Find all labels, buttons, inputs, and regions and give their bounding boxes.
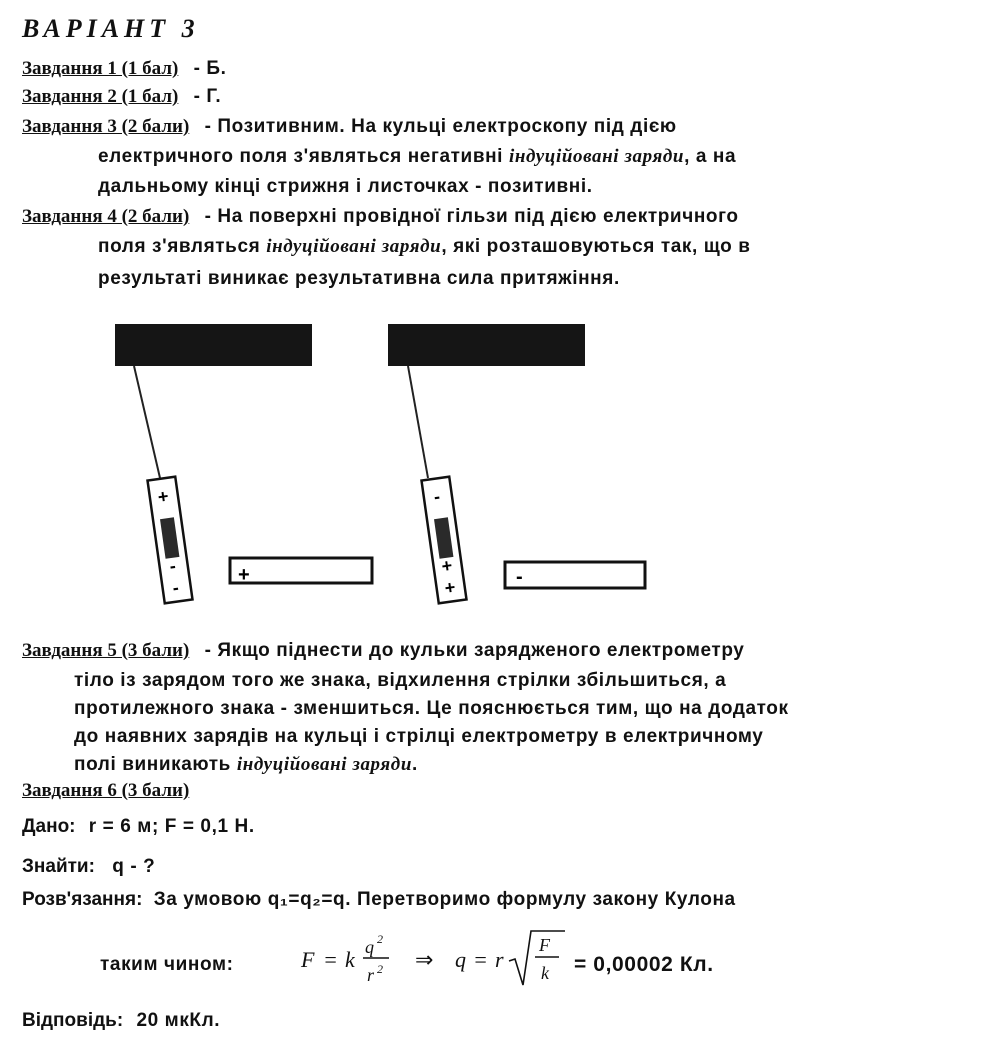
left-sleeve-charge-1: +: [156, 485, 170, 508]
task-3-text: електричного поля з'являться негативні: [98, 146, 509, 167]
task-5-line-2: тіло із зарядом того же знака, відхилення стрілки збільшиться, а: [74, 670, 727, 691]
task-5-line-4: до наявних зарядів на кульці і стрілці електрометру в електричному: [74, 726, 764, 747]
find-value: q - ?: [112, 856, 156, 877]
find-label: Знайти:: [22, 856, 95, 877]
task-1-answer: - Б.: [193, 58, 227, 79]
svg-text:2: 2: [377, 932, 383, 946]
left-charged-rod: [230, 558, 372, 583]
task-5-text: - Якщо піднести до кульки зарядженого електрометру: [204, 640, 745, 661]
left-rod-charge: +: [238, 564, 250, 586]
right-sleeve-charge-2: +: [440, 555, 454, 577]
task-2-answer: - Г.: [193, 86, 222, 107]
task-3-italic: індуційовані заряди: [508, 146, 685, 167]
task-3-line-2: [98, 142, 736, 172]
answer-label: Відповідь:: [22, 1010, 124, 1031]
task-2-label: Завдання 2 (1 бал): [22, 86, 179, 107]
task-5-label: Завдання 5 (3 бали): [22, 640, 190, 661]
task-5-text: полі виникають: [74, 754, 237, 775]
result-value: = 0,00002 Кл.: [574, 953, 714, 976]
task-1: [22, 54, 227, 84]
task-6-given: [22, 812, 255, 842]
task-3-text: , а на: [684, 146, 737, 167]
task-4-line-3: результаті виникає результативна сила притяжіння.: [98, 268, 620, 289]
task-6-solution: [22, 885, 736, 915]
task-5-text: .: [412, 754, 418, 775]
solution-label: Розв'язання:: [22, 889, 143, 910]
given-label: Дано:: [22, 816, 76, 837]
right-sleeve-charge-3: +: [443, 577, 457, 599]
task-6-heading: [22, 776, 189, 806]
svg-text:=: =: [473, 947, 488, 972]
task-3-line-3: дальньому кінці стрижня і листочках - позитивні.: [98, 176, 593, 197]
task-3-label: Завдання 3 (2 бали): [22, 116, 190, 137]
svg-text:2: 2: [377, 962, 383, 976]
answer-value: 20 мкКл.: [136, 1010, 221, 1031]
svg-text:k: k: [541, 963, 549, 983]
svg-text:k: k: [345, 947, 355, 972]
left-sleeve-charge-2: -: [168, 555, 177, 577]
task-4-italic: індуційовані заряди: [266, 236, 442, 257]
task-4-text: , які розташовуються так, що в: [441, 236, 751, 257]
task-4-line-1: [22, 202, 739, 232]
electrostatic-diagram: [0, 300, 993, 630]
right-rod-charge: -: [516, 566, 523, 588]
task-2: [22, 82, 221, 112]
svg-text:⇒: ⇒: [415, 947, 434, 972]
right-sleeve-charge-1: -: [432, 486, 442, 507]
task-4-label: Завдання 4 (2 бали): [22, 206, 190, 227]
left-sleeve-charge-3: -: [171, 577, 181, 598]
task-5-line-3: протилежного знака - зменшиться. Це пояснюється тим, що на додаток: [74, 698, 789, 719]
thus-text: таким чином:: [100, 954, 234, 975]
task-6-label: Завдання 6 (3 бали): [22, 780, 190, 801]
task-4-line-2: [98, 232, 751, 262]
task-4-text: - На поверхні провідної гільзи під дією електричного: [204, 206, 739, 227]
svg-text:q: q: [455, 947, 466, 972]
svg-text:=: =: [323, 947, 338, 972]
right-support-bar: [388, 324, 585, 366]
task-3-line-1: [22, 112, 677, 142]
left-support-bar: [115, 324, 312, 366]
task-6-find: [22, 852, 155, 882]
variant-title: ВАРІАНТ 3: [22, 14, 200, 43]
svg-text:q: q: [365, 937, 374, 957]
task-1-label: Завдання 1 (1 бал): [22, 58, 179, 79]
task-6-answer: [22, 1006, 220, 1036]
svg-text:F: F: [539, 935, 550, 955]
given-value: r = 6 м; F = 0,1 Н.: [88, 816, 255, 837]
task-5-line-1: [22, 636, 744, 666]
left-thread: [134, 366, 160, 478]
left-sleeve: [148, 477, 193, 604]
svg-text:r: r: [367, 965, 375, 985]
task-5-italic: індуційовані заряди: [236, 754, 412, 775]
right-charged-rod: [505, 562, 645, 588]
svg-text:r: r: [495, 947, 504, 972]
right-thread: [408, 366, 428, 478]
coulomb-formula: [295, 925, 615, 995]
svg-text:F: F: [301, 947, 315, 972]
task-3-text: - Позитивним. На кульці електроскопу під дією: [204, 116, 677, 137]
solution-text: За умовою q₁=q₂=q. Перетворимо формулу закону Кулона: [153, 889, 736, 910]
task-4-text: поля з'являться: [98, 236, 267, 257]
right-sleeve: [422, 477, 467, 604]
